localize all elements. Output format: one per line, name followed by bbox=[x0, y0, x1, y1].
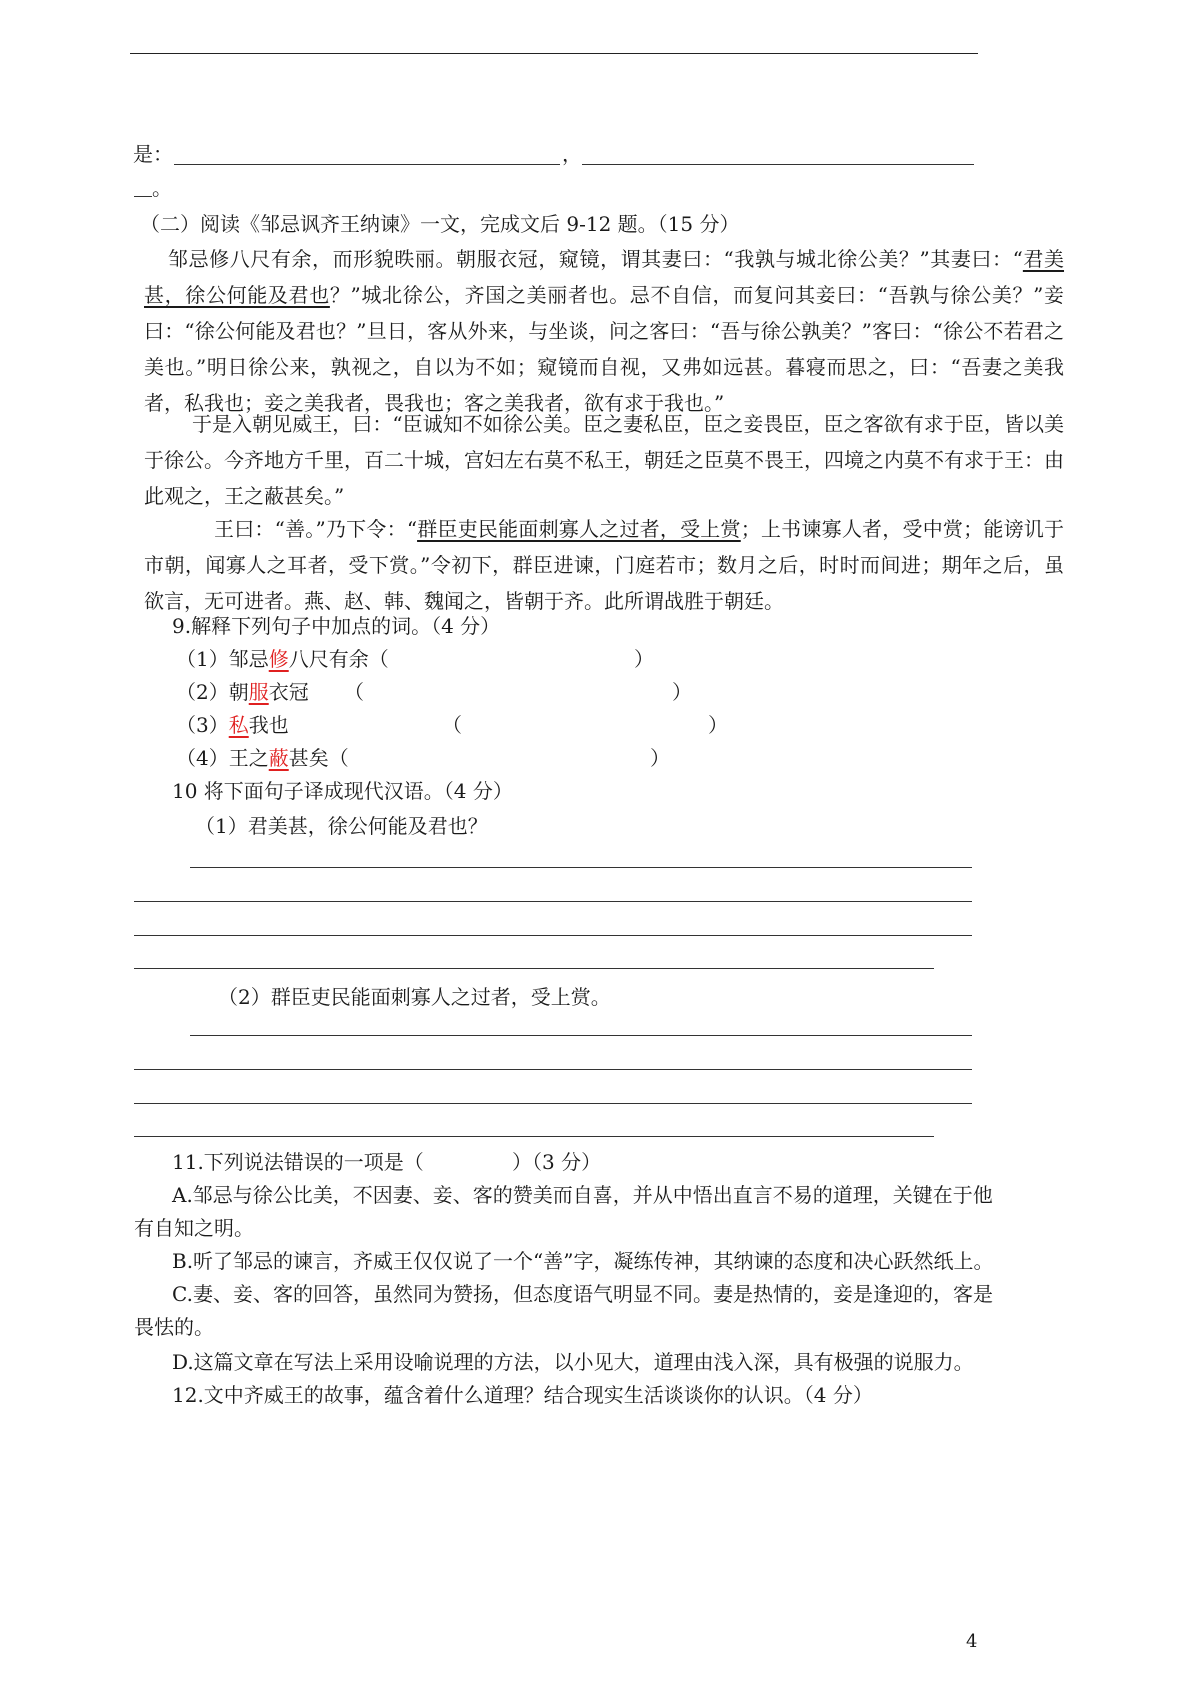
passage-text: ；上书谏寡人者，受中赏；能谤讥于市朝，闻寡人之耳者，受下赏。”令初下，群臣进谏，门庭若市；数月之后，时时而间进；期年之后，虽欲言，无可进者。燕、赵、韩、魏闻之，皆朝于齐。此所谓战胜于朝廷。 bbox=[144, 517, 1064, 613]
answer-blank-close[interactable]: ） bbox=[708, 713, 728, 737]
underlined-sentence: 群臣吏民能面刺寡人之过者，受上赏 bbox=[417, 517, 741, 541]
item-text: 衣冠 bbox=[268, 680, 309, 704]
item-text: 八尺有余（ bbox=[288, 647, 389, 671]
passage-text: 王曰：“善。”乃下令：“ bbox=[214, 517, 418, 541]
item-number: （3） bbox=[176, 713, 229, 737]
item-text: 甚矣（ bbox=[288, 746, 349, 770]
q10-sentence-2: （2）群臣吏民能面刺寡人之过者，受上赏。 bbox=[218, 985, 611, 1009]
top-prefix: 是： bbox=[133, 142, 173, 166]
item-text: 邹忌 bbox=[228, 647, 269, 671]
passage-paragraph-2 bbox=[144, 406, 1064, 514]
underlined-sentence: 君美甚，徐公何能及君也 bbox=[144, 247, 1065, 307]
answer-line[interactable] bbox=[582, 164, 974, 165]
question-11-title: 11.下列说法错误的一项是（ bbox=[172, 1150, 424, 1174]
option-c-continued: 畏怯的。 bbox=[134, 1315, 214, 1339]
answer-line[interactable] bbox=[134, 196, 152, 197]
answer-blank-open[interactable]: （ bbox=[344, 680, 364, 704]
answer-line[interactable] bbox=[134, 901, 972, 902]
answer-line[interactable] bbox=[190, 867, 972, 868]
passage-text: “ bbox=[1012, 247, 1023, 271]
section-heading: （二）阅读《邹忌讽齐王纳谏》一文，完成文后 9-12 题。（15 分） bbox=[140, 212, 740, 236]
key-word: 私 bbox=[228, 713, 249, 737]
question-9-title: 9.解释下列句子中加点的词。（4 分） bbox=[172, 614, 501, 638]
option-c: C.妻、妾、客的回答，虽然同为赞扬，但态度语气明显不同。妻是热情的，妾是逢迎的，客是 bbox=[172, 1282, 993, 1306]
answer-blank-close[interactable]: ） bbox=[672, 680, 692, 704]
item-text: 王之 bbox=[228, 746, 269, 770]
key-word: 修 bbox=[268, 647, 289, 671]
item-number: （2） bbox=[176, 680, 229, 704]
option-a: A.邹忌与徐公比美，不因妻、妾、客的赞美而自喜，并从中悟出直言不易的道理，关键在于他 bbox=[172, 1183, 993, 1207]
passage-paragraph-1 bbox=[144, 241, 1064, 421]
top-comma: ， bbox=[562, 142, 582, 166]
answer-blank-close[interactable]: ）（3 分） bbox=[512, 1150, 602, 1174]
answer-line[interactable] bbox=[190, 1035, 972, 1036]
q10-sentence-1: （1）君美甚，徐公何能及君也？ bbox=[195, 814, 488, 838]
top-end-mark: 。 bbox=[152, 176, 172, 200]
q9-item-1 bbox=[176, 645, 389, 673]
q9-item-4 bbox=[176, 744, 349, 772]
passage-text: ？”城北徐公，齐国之美丽者也。忌不自信，而复问其妾曰：“吾孰与徐公美？”妾曰：“徐公何能及君也？”旦日，客从外来，与坐谈，问之客曰：“吾与徐公孰美？”客曰：“徐公不若君之美也。”明日徐公来，孰视之，自以为不如；窥镜而自视，又弗如远甚。暮寝而思之，曰：“吾妻之美我者，私我也；妾之美我者，畏我也；客之美我者，欲有求于我也。” bbox=[144, 283, 1064, 415]
option-b: B.听了邹忌的谏言，齐威王仅仅说了一个“善”字，凝练传神，其纳谏的态度和决心跃然纸上。 bbox=[172, 1249, 994, 1273]
passage-text: 于是入朝见威王，曰：“臣诚知不如徐公美。臣之妻私臣，臣之妾畏臣，臣之客欲有求于臣，皆以美于徐公。今齐地方千里，百二十城，宫妇左右莫不私王，朝廷之臣莫不畏王，四境之内莫不有求于王：由此观之，王之蔽甚矣。” bbox=[144, 412, 1064, 508]
item-number: （4） bbox=[176, 746, 229, 770]
answer-line[interactable] bbox=[134, 1103, 972, 1104]
answer-line[interactable] bbox=[134, 1136, 934, 1137]
answer-line[interactable] bbox=[134, 968, 934, 969]
q9-item-3 bbox=[176, 711, 289, 739]
answer-blank-close[interactable]: ） bbox=[650, 746, 670, 770]
answer-line[interactable] bbox=[174, 164, 560, 165]
item-text: 朝 bbox=[228, 680, 249, 704]
key-word: 服 bbox=[248, 680, 269, 704]
answer-line[interactable] bbox=[134, 1069, 972, 1070]
passage-paragraph-3 bbox=[144, 511, 1064, 619]
answer-blank-close[interactable]: ） bbox=[634, 647, 654, 671]
item-text: 我也 bbox=[248, 713, 289, 737]
question-12-title: 12.文中齐威王的故事，蕴含着什么道理？结合现实生活谈谈你的认识。（4 分） bbox=[172, 1383, 873, 1407]
question-10-title: 10 将下面句子译成现代汉语。（4 分） bbox=[172, 779, 513, 803]
q9-item-2 bbox=[176, 678, 309, 706]
option-d: D.这篇文章在写法上采用设喻说理的方法，以小见大，道理由浅入深，具有极强的说服力。 bbox=[172, 1350, 974, 1374]
answer-line[interactable] bbox=[134, 935, 972, 936]
passage-text: 邹忌修八尺有余，而形貌昳丽。朝服衣冠，窥镜，谓其妻曰：“我孰与城北徐公美？”其妻曰： bbox=[168, 247, 1013, 271]
answer-blank-open[interactable]: （ bbox=[442, 713, 462, 737]
page-number: 4 bbox=[966, 1631, 978, 1652]
key-word: 蔽 bbox=[268, 746, 289, 770]
item-number: （1） bbox=[176, 647, 229, 671]
option-a-continued: 有自知之明。 bbox=[134, 1216, 254, 1240]
header-rule bbox=[130, 53, 978, 54]
